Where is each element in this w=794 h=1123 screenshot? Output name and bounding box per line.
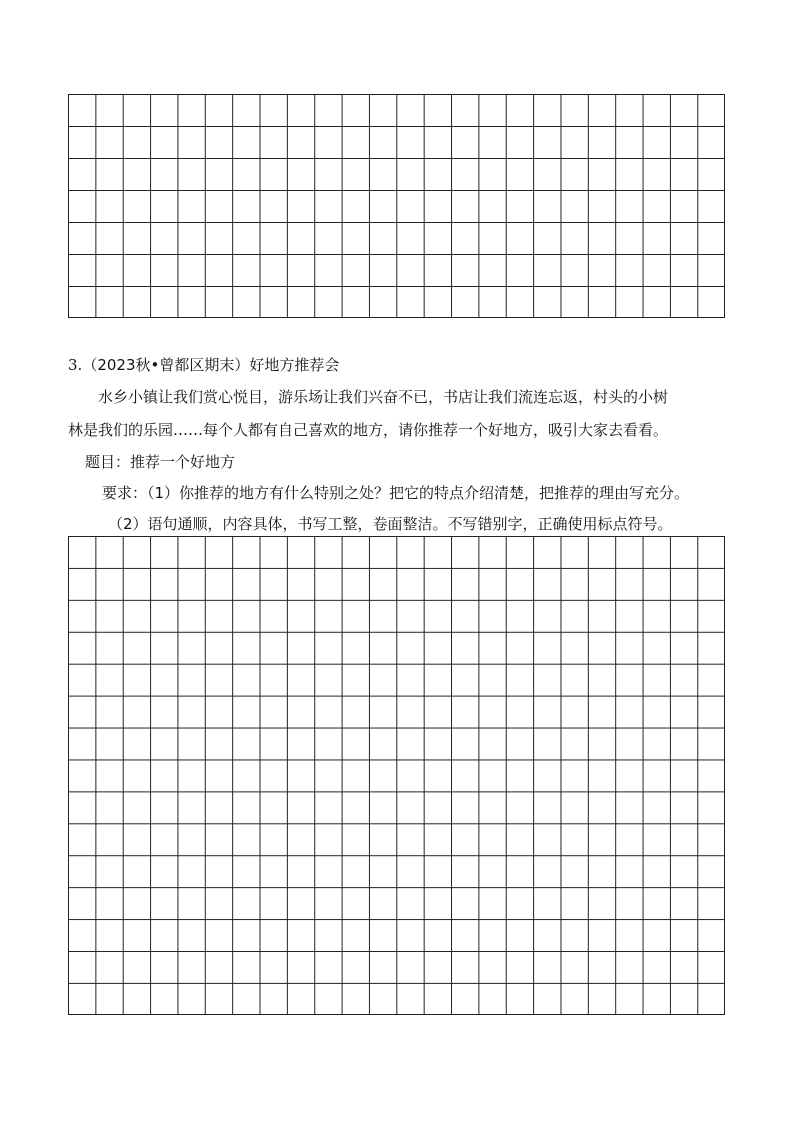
writing-grid-top[interactable] xyxy=(68,94,725,318)
requirement-line-2: （2）语句通顺，内容具体，书写工整，卷面整洁。不写错别字，正确使用标点符号。 xyxy=(108,515,673,533)
question-source: （2023秋•曾都区期末） xyxy=(82,356,250,374)
prompt-line-2: 林是我们的乐园……每个人都有自己喜欢的地方，请你推荐一个好地方，吸引大家去看看。 xyxy=(68,421,669,439)
question-title: 好地方推荐会 xyxy=(249,356,340,374)
essay-topic: 题目：推荐一个好地方 xyxy=(85,453,236,471)
prompt-line-1: 水乡小镇让我们赏心悦目，游乐场让我们兴奋不已，书店让我们流连忘返，村头的小树 xyxy=(98,388,669,406)
writing-grid-bottom[interactable] xyxy=(68,536,725,1015)
requirement-line-1: 要求：（1）你推荐的地方有什么特别之处？把它的特点介绍清楚，把推荐的理由写充分。 xyxy=(102,484,690,502)
question-number: 3. xyxy=(68,356,83,374)
question-header xyxy=(68,355,339,375)
